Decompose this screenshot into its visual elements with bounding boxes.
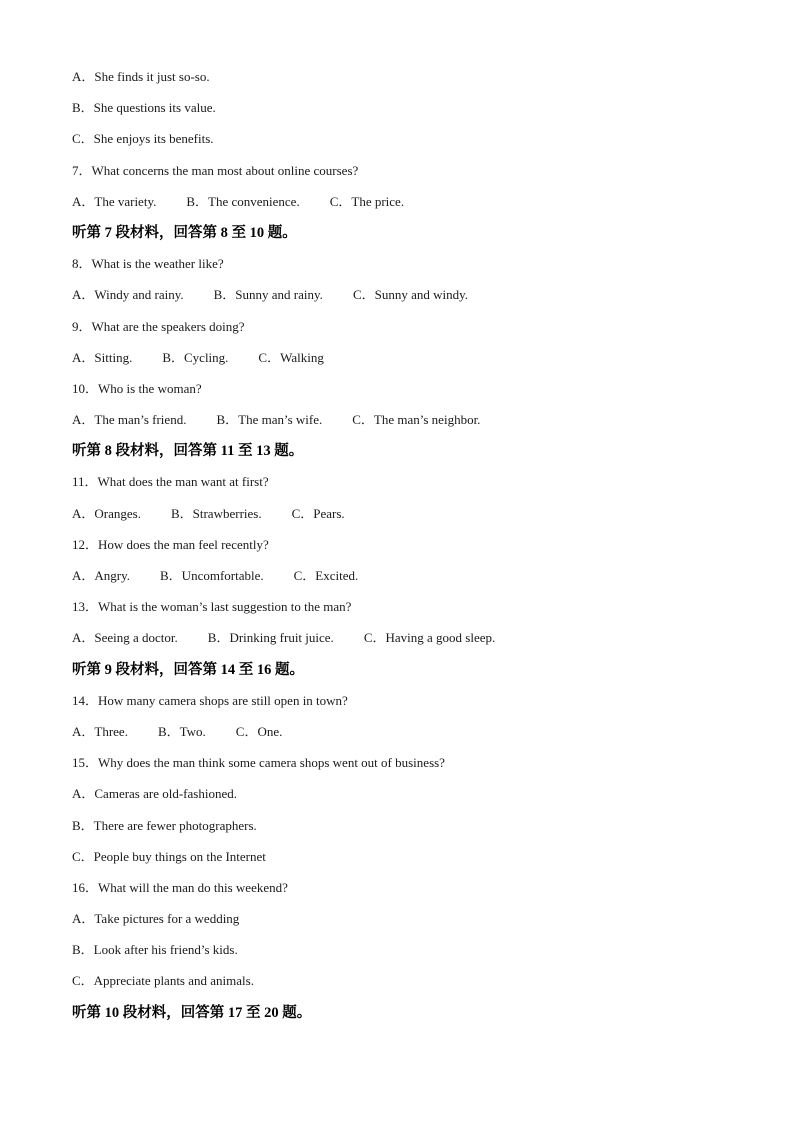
answer-option: C．One. bbox=[235, 723, 283, 739]
answer-option: B．The convenience. bbox=[186, 193, 300, 209]
text-line: B．There are fewer photographers. bbox=[72, 817, 257, 833]
text-line: A．Take pictures for a wedding bbox=[72, 911, 240, 927]
text-line: 11．What does the man want at first? bbox=[72, 474, 269, 490]
answer-options-row bbox=[72, 193, 732, 224]
text-line: C．Appreciate plants and animals. bbox=[72, 973, 254, 989]
section-heading: 听第 10 段材料，回答第 17 至 20 题。 bbox=[72, 1004, 312, 1021]
text-line: 12．How does the man feel recently? bbox=[72, 536, 269, 552]
text-line: A．She finds it just so-so. bbox=[72, 69, 210, 84]
text-line: 8．What is the weather like? bbox=[72, 256, 224, 272]
answer-option: B．Two. bbox=[157, 723, 206, 739]
text-line: 16．What will the man do this weekend? bbox=[72, 879, 288, 895]
answer-option: C．The man’s neighbor. bbox=[352, 412, 481, 428]
section-heading: 听第 9 段材料，回答第 14 至 16 题。 bbox=[72, 661, 304, 678]
text-line: B．Look after his friend’s kids. bbox=[72, 942, 238, 958]
answer-options-row bbox=[72, 629, 732, 660]
text-line: A．Cameras are old-fashioned. bbox=[72, 786, 237, 802]
answer-option: A．Three. bbox=[72, 723, 128, 739]
answer-option: B．The man’s wife. bbox=[216, 412, 323, 428]
answer-option: A．The variety. bbox=[72, 193, 157, 209]
answer-options-row bbox=[72, 567, 732, 598]
answer-options-row bbox=[72, 411, 732, 442]
answer-option: B．Strawberries. bbox=[170, 505, 262, 521]
answer-option: C．Sunny and windy. bbox=[352, 287, 469, 303]
answer-option: B．Cycling. bbox=[162, 349, 229, 365]
answer-options-row bbox=[72, 349, 732, 380]
answer-option: A．Sitting. bbox=[72, 349, 133, 365]
text-line: C．People buy things on the Internet bbox=[72, 848, 266, 864]
document-page bbox=[72, 68, 732, 1035]
text-line: 13．What is the woman’s last suggestion to the man? bbox=[72, 599, 352, 615]
answer-option: C．Pears. bbox=[291, 505, 345, 521]
answer-option: C．Walking bbox=[258, 349, 324, 365]
text-line: 7．What concerns the man most about online courses? bbox=[72, 162, 359, 178]
answer-option: C．Excited. bbox=[293, 568, 359, 583]
answer-options-row bbox=[72, 286, 732, 317]
answer-option: A．Windy and rainy. bbox=[72, 287, 184, 303]
answer-option: A．Oranges. bbox=[72, 505, 141, 521]
answer-option: B．Drinking fruit juice. bbox=[207, 630, 334, 646]
section-heading: 听第 8 段材料，回答第 11 至 13 题。 bbox=[72, 443, 304, 460]
answer-option: C．Having a good sleep. bbox=[363, 630, 496, 646]
text-line: 14．How many camera shops are still open in town? bbox=[72, 692, 348, 708]
answer-option: B．Sunny and rainy. bbox=[213, 287, 323, 303]
text-line: 15．Why does the man think some camera shops went out of business? bbox=[72, 755, 445, 771]
answer-option: A．Angry. bbox=[72, 568, 131, 583]
answer-option: A．Seeing a doctor. bbox=[72, 630, 178, 646]
answer-option: B．Uncomfortable. bbox=[160, 568, 264, 583]
answer-options-row bbox=[72, 723, 732, 754]
text-line: C．She enjoys its benefits. bbox=[72, 131, 214, 147]
section-heading: 听第 7 段材料，回答第 8 至 10 题。 bbox=[72, 224, 297, 241]
text-line: B．She questions its value. bbox=[72, 100, 216, 116]
answer-option: A．The man’s friend. bbox=[72, 412, 187, 428]
text-line: 10．Who is the woman? bbox=[72, 380, 202, 396]
answer-options-row bbox=[72, 505, 732, 536]
text-line: 9．What are the speakers doing? bbox=[72, 318, 245, 334]
answer-option: C．The price. bbox=[329, 193, 405, 209]
